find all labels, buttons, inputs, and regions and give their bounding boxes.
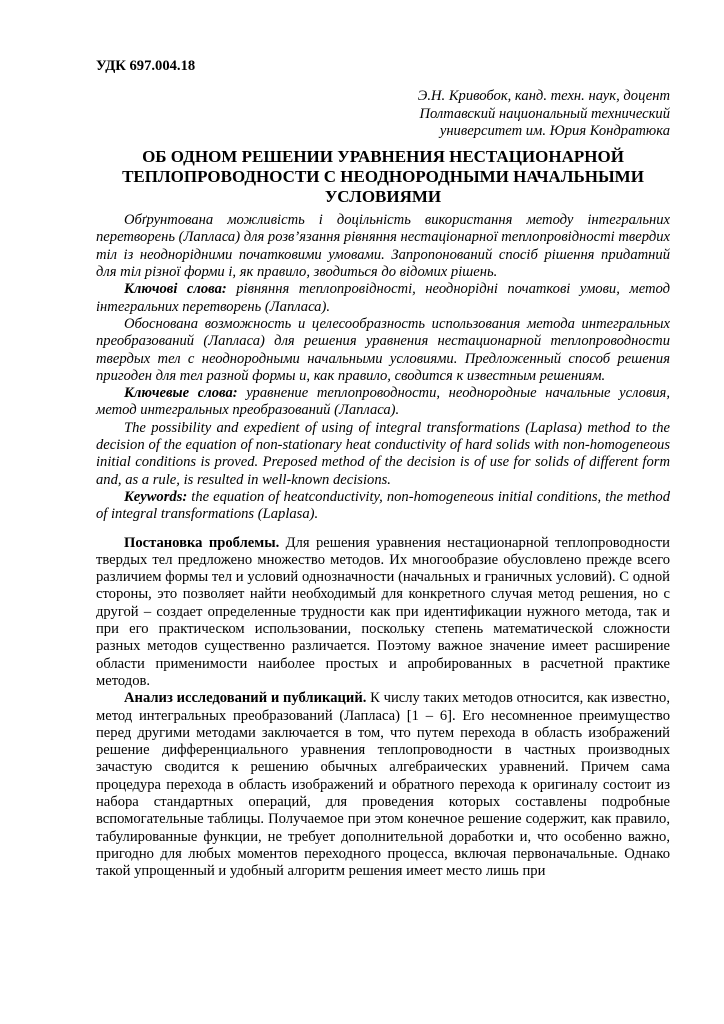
keywords-english-label: Keywords: xyxy=(124,488,188,505)
keywords-russian xyxy=(96,385,670,420)
paragraph-analysis-text: К числу таких методов относится, как известно, метод интегральных преобразований (Лапласа) [1 – 6]. Его несомненное преимущество перед другими методами заключается в том, что путем перехода в область изображений решение дифференциального уравнения теплопроводности в частных производных зачастую сводится к решению обычных алгебраических уравнений. Причем сама процедура перехода в область изображений и обратного перехода к оригиналу состоит из набора стандартных операций, для проведения которых составлены подробные вспомогательные таблицы. Получаемое при этом конечное решение содержит, как правило, табулированные функции, не требует дополнительной доработки и, что особенно важно, пригодно для любых моментов переходного процесса, включая первоначальные. Однако такой упрощенный и удобный алгоритм решения имеет место лишь при xyxy=(96,690,670,880)
keywords-ukrainian xyxy=(96,281,670,316)
author-affiliation-line-1: Полтавский национальный технический xyxy=(419,105,670,122)
author-block xyxy=(96,88,670,140)
keywords-ukrainian-text: рівняння теплопровідності, неоднорідні початкові умови, метод інтегральних перетворень (Лапласа). xyxy=(96,281,670,315)
paper-title: ОБ ОДНОМ РЕШЕНИИ УРАВНЕНИЯ НЕСТАЦИОНАРНОЙ ТЕПЛОПРОВОДНОСТИ С НЕОДНОРОДНЫМИ НАЧАЛЬНЫМИ УСЛОВИЯМИ xyxy=(122,147,644,207)
keywords-russian-text: уравнение теплопроводности, неоднородные начальные условия, метод интегральных преобразований (Лапласа). xyxy=(96,385,670,419)
abstract-ukrainian: Обґрунтована можливість і доцільність використання методу інтегральних перетворень (Лапласа) для розв’язання рівняння нестаціонарної теплопровідності твердих тіл із неоднорідними початковими умовами. Запропонований спосіб рішення придатний для тіл різної форми і, як правило, зводиться до відомих рішень. xyxy=(96,212,670,281)
paragraph-problem-statement-text: Для решения уравнения нестационарной теплопроводности твердых тел предложено множество методов. Их многообразие обусловлено прежде всего различием формы тел и условий однозначности (начальных и граничных условий). С одной стороны, это позволяет найти необходимый для конкретного случая метод решения, но с другой – создает определенные трудности как при идентификации нужного метода, так и при его практическом использовании, поскольку степень математической сложности разных методов существенно различается. Поэтому важное значение имеет расширение области применимости наиболее простых и апробированных в расчетной практике методов. xyxy=(96,534,670,689)
abstract-english: The possibility and expedient of using of integral transformations (Laplasa) method to the decision of the equation of non-stationary heat conductivity of hard solids with non-homogeneous initial conditions is proved. Preposed method of the decision is of use for solids of different form and, as a rule, is resulted in well-known decisions. xyxy=(96,419,670,488)
keywords-russian-label: Ключевые слова: xyxy=(124,385,238,402)
paragraph-problem-statement xyxy=(96,535,670,691)
keywords-ukrainian-label: Ключові слова: xyxy=(124,281,227,298)
abstract-russian: Обоснована возможность и целесообразность использования метода интегральных преобразований (Лапласа) для решения уравнения нестационарной теплопроводности твердых тел с неоднородными начальными условиями. Предложенный способ решения пригоден для тел разной формы и, как правило, сводится к известным решениям. xyxy=(96,315,670,384)
author-affiliation-line-2: университет им. Юрия Кондратюка xyxy=(439,122,670,139)
keywords-english xyxy=(96,489,670,524)
author-name: Э.Н. Кривобок, канд. техн. наук, доцент xyxy=(417,88,670,105)
paragraph-analysis xyxy=(96,690,670,880)
keywords-english-text: the equation of heatconductivity, non-homogeneous initial conditions, the method of integral transformations (Laplasa). xyxy=(96,488,670,523)
udc-code: УДК 697.004.18 xyxy=(96,58,196,74)
section-heading-analysis: Анализ исследований и публикаций. xyxy=(124,690,367,707)
section-heading-problem-statement: Постановка проблемы. xyxy=(124,534,280,551)
